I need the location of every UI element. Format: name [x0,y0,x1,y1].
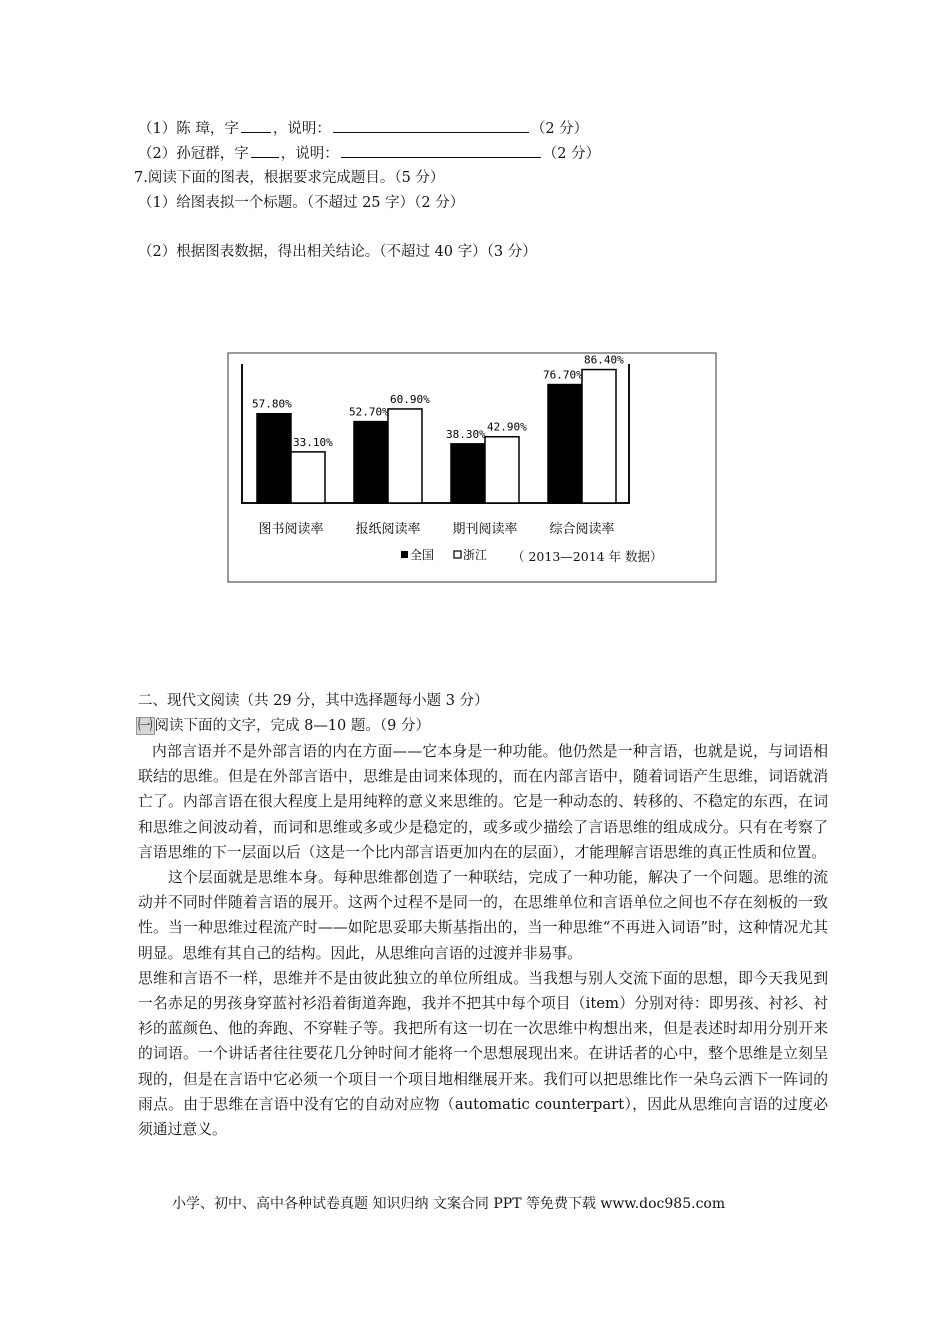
bar-zhejiang-2 [485,437,519,503]
q6-item-1-mid: ，说明： [272,121,331,137]
bar-national-1 [354,422,388,503]
category-label-3: 综合阅读率 [549,522,615,537]
bar-national-2 [451,444,485,503]
bar-national-0 [257,414,291,503]
category-label-2: 期刊阅读率 [452,522,518,537]
bar-zhejiang-0 [291,452,325,503]
legend-swatch-national [401,551,408,558]
q6-item-1-prefix: （1）陈 璋，字 [138,121,239,137]
q6-item-2-prefix: （2）孙冠群，字 [138,146,249,162]
blank-long-1[interactable] [333,118,529,133]
category-label-1: 报纸阅读率 [355,522,421,537]
reading-passage [138,739,828,1142]
chart-source-note: （ 2013—2014 年 数据） [512,549,663,564]
bar-zhejiang-3 [582,370,616,503]
passage-paragraph-1: 内部言语并不是外部言语的内在方面——它本身是一种功能。他仍然是一种言语，也就是说，与词语相联结的思维。但是在外部言语中，思维是由词来体现的，而在内部言语中，随着词语产生思维，词语就消亡了。内部言语在很大程度上是用纯粹的意义来思维的。它是一种动态的、转移的、不稳定的东西，在词和思维之间波动着，而词和思维或多或少是稳定的，或多或少描绘了言语思维的组成成分。只有在考察了言语思维的下一层面以后（这是一个比内部言语更加内在的层面），才能理解言语思维的真正性质和位置。 [138,743,828,861]
data-label-zhejiang-0: 33.10% [293,435,333,449]
legend-swatch-zhejiang [454,551,461,558]
data-label-zhejiang-2: 42.90% [487,420,527,434]
q7-sub-2: （2）根据图表数据，得出相关结论。（不超过 40 字）（3 分） [138,244,537,260]
q6-item-1-score: （2 分） [530,121,589,137]
q6-item-1 [138,118,588,139]
passage-paragraph-2: 这个层面就是思维本身。每种思维都创造了一种联结，完成了一种功能，解决了一个问题。思维的流动并不同时伴随着言语的展开。这两个过程不是同一的，在思维单位和言语单位之间也不存在刻板的一致性。当一种思维过程流产时——如陀思妥耶夫斯基指出的，当一种思维“不再进入词语”时，这种情况尤其明显。思维有其自己的结构。因此，从思维向言语的过渡并非易事。 [138,869,828,962]
legend-label-national: 全国 [410,548,435,562]
q6-item-2-score: （2 分） [542,146,601,162]
blank-long-2[interactable] [341,143,541,158]
data-label-national-0: 57.80% [252,397,292,411]
q6-item-2 [138,143,600,164]
sub-section-marker: ㈠ [138,718,153,734]
data-label-national-3: 76.70% [543,368,583,382]
q7-sub-1: （1）给图表拟一个标题。（不超过 25 字）（2 分） [138,195,465,211]
blank-short-1[interactable] [241,118,271,133]
sub-section-heading: 阅读下面的文字，完成 8—10 题。（9 分） [154,718,430,734]
bar-national-3 [548,385,582,503]
data-label-national-1: 52.70% [349,405,389,419]
data-label-zhejiang-1: 60.90% [390,392,430,406]
category-label-0: 图书阅读率 [258,522,324,537]
q7-stem: 7.阅读下面的图表，根据要求完成题目。（5 分） [134,170,445,186]
page-footer: 小学、初中、高中各种试卷真题 知识归纳 文案合同 PPT 等免费下载 www.doc985.com [172,1196,726,1212]
legend-label-zhejiang: 浙江 [463,548,488,562]
data-label-zhejiang-3: 86.40% [584,353,624,367]
section-2-heading: 二、现代文阅读（共 29 分，其中选择题每小题 3 分） [138,693,489,709]
passage-paragraph-3: 思维和言语不一样，思维并不是由彼此独立的单位所组成。当我想与别人交流下面的思想，即今天我见到一名赤足的男孩身穿蓝衬衫沿着街道奔跑，我并不把其中每个项目（item）分别对待：即男孩、衬衫、衬衫的蓝颜色、他的奔跑、不穿鞋子等。我把所有这一切在一次思维中构想出来，但是表述时却用分别开来的词语。一个讲话者往往要花几分钟时间才能将一个思想展现出来。在讲话者的心中，整个思维是立刻呈现的，但是在言语中它必须一个项目一个项目地相继展开来。我们可以把思维比作一朵乌云洒下一阵词的雨点。由于思维在言语中没有它的自动对应物（automatic counterpart），因此从思维向言语的过度必须通过意义。 [138,969,828,1139]
data-label-national-2: 38.30% [446,427,486,441]
blank-short-2[interactable] [251,143,279,158]
section-2-sub-heading-line [136,716,430,736]
bar-zhejiang-1 [388,409,422,503]
q6-item-2-mid: ，说明： [280,146,339,162]
